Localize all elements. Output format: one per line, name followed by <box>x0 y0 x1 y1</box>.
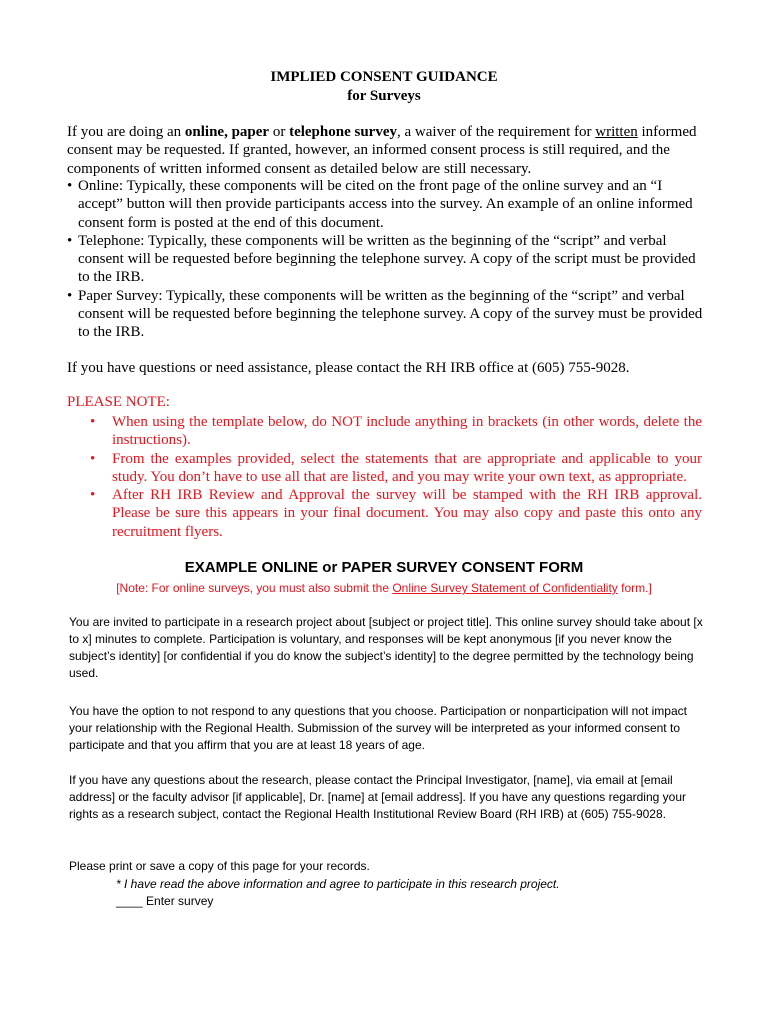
consent-agreement-statement: * I have read the above information and agree to participate in this research project. <box>116 877 560 891</box>
confidentiality-form-link[interactable]: Online Survey Statement of Confidentiality <box>392 581 618 595</box>
list-item-paper <box>67 287 707 342</box>
intro-underlined-written: written <box>595 124 638 140</box>
consent-paragraph-option: You have the option to not respond to any questions that you choose. Participation or nonparticipation will not impact your relationship with the Regional Health. Submission of the survey will be interpreted as your informed consent to participate and that you affirm that you are at least 18 years of age. <box>69 704 687 752</box>
form-note-text-post: form.] <box>617 581 652 595</box>
intro-bold-telephone: telephone survey <box>289 124 397 140</box>
note-item-brackets <box>90 413 702 450</box>
list-item-text: Paper Survey: Typically, these components will be written as the beginning of the “script” and verbal consent will be requested before beginning the telephone survey. A copy of the survey must be provided to the IRB. <box>78 287 703 341</box>
consent-paragraph-questions: If you have any questions about the research, please contact the Principal Investigator, [name], via email at [email address] or the faculty advisor [if applicable], Dr. [name] at [email address]. If you have any questions regarding your rights as a research subject, contact the Regional Health Institutional Review Board (RH IRB) at (605) 755-9028. <box>69 773 686 821</box>
consent-paragraph-print: Please print or save a copy of this page for your records. <box>69 859 370 873</box>
intro-text-4: informed consent may be requested. If granted, however, an informed consent process is still required, and the components of written informed consent as detailed below are still necessary. <box>67 124 697 177</box>
please-note-list <box>90 413 702 541</box>
consent-paragraph-invitation: You are invited to participate in a research project about [subject or project title]. This online survey should take about [x to x] minutes to complete. Participation is voluntary, and responses will be kept anonymous [if you never know the subject’s identity] [or confidential if you do know the subject’s identity] to the degree permitted by the technology being used. <box>69 615 703 680</box>
bullet-icon: • <box>90 487 96 504</box>
please-note-heading: PLEASE NOTE: <box>67 394 170 410</box>
intro-paragraph <box>67 123 707 178</box>
bullet-icon: • <box>67 178 73 194</box>
consent-form-note <box>0 581 768 595</box>
list-item-online <box>67 177 707 232</box>
contact-paragraph: If you have questions or need assistance, please contact the RH IRB office at (605) 755-9028. <box>67 360 630 376</box>
note-item-text: When using the template below, do NOT include anything in brackets (in other words, delete the instructions). <box>112 414 702 449</box>
note-item-text: After RH IRB Review and Approval the survey will be stamped with the RH IRB approval. Please be sure this appears in your final document. You may also copy and paste this onto any recruitment flyers. <box>112 487 702 540</box>
list-item-telephone <box>67 232 707 287</box>
document-title: IMPLIED CONSENT GUIDANCE <box>270 69 498 85</box>
bullet-icon: • <box>67 287 73 304</box>
form-note-text-pre: [Note: For online surveys, you must also submit the <box>116 581 393 595</box>
intro-text-1: If you are doing an <box>67 124 185 140</box>
list-item-text: Telephone: Typically, these components will be written as the beginning of the “script” and verbal consent will be requested before beginning the telephone survey. A copy of the script must be provided to the IRB. <box>78 232 696 286</box>
intro-bold-online-paper: online, paper <box>184 124 270 140</box>
note-item-text: From the examples provided, select the statements that are appropriate and applicable to your study. You don’t have to use all that are listed, and you may write your own text, as appropriate. <box>112 450 702 485</box>
bullet-icon: • <box>67 232 73 249</box>
enter-survey-line: ____ Enter survey <box>116 894 214 908</box>
note-item-approval <box>90 486 702 541</box>
intro-text-2: or <box>269 124 290 140</box>
document-subtitle: for Surveys <box>347 88 421 104</box>
survey-type-list <box>67 177 707 342</box>
bullet-icon: • <box>90 450 96 467</box>
intro-text-3: , a waiver of the requirement for <box>397 124 596 140</box>
note-item-examples <box>90 450 702 487</box>
bullet-icon: • <box>90 414 96 430</box>
consent-form-title: EXAMPLE ONLINE or PAPER SURVEY CONSENT FORM <box>184 559 584 576</box>
list-item-text: Online: Typically, these components will be cited on the front page of the online survey and an “I accept” button will then provide participants access into the survey. An example of an online informed consent form is posted at the end of this document. <box>78 178 693 231</box>
